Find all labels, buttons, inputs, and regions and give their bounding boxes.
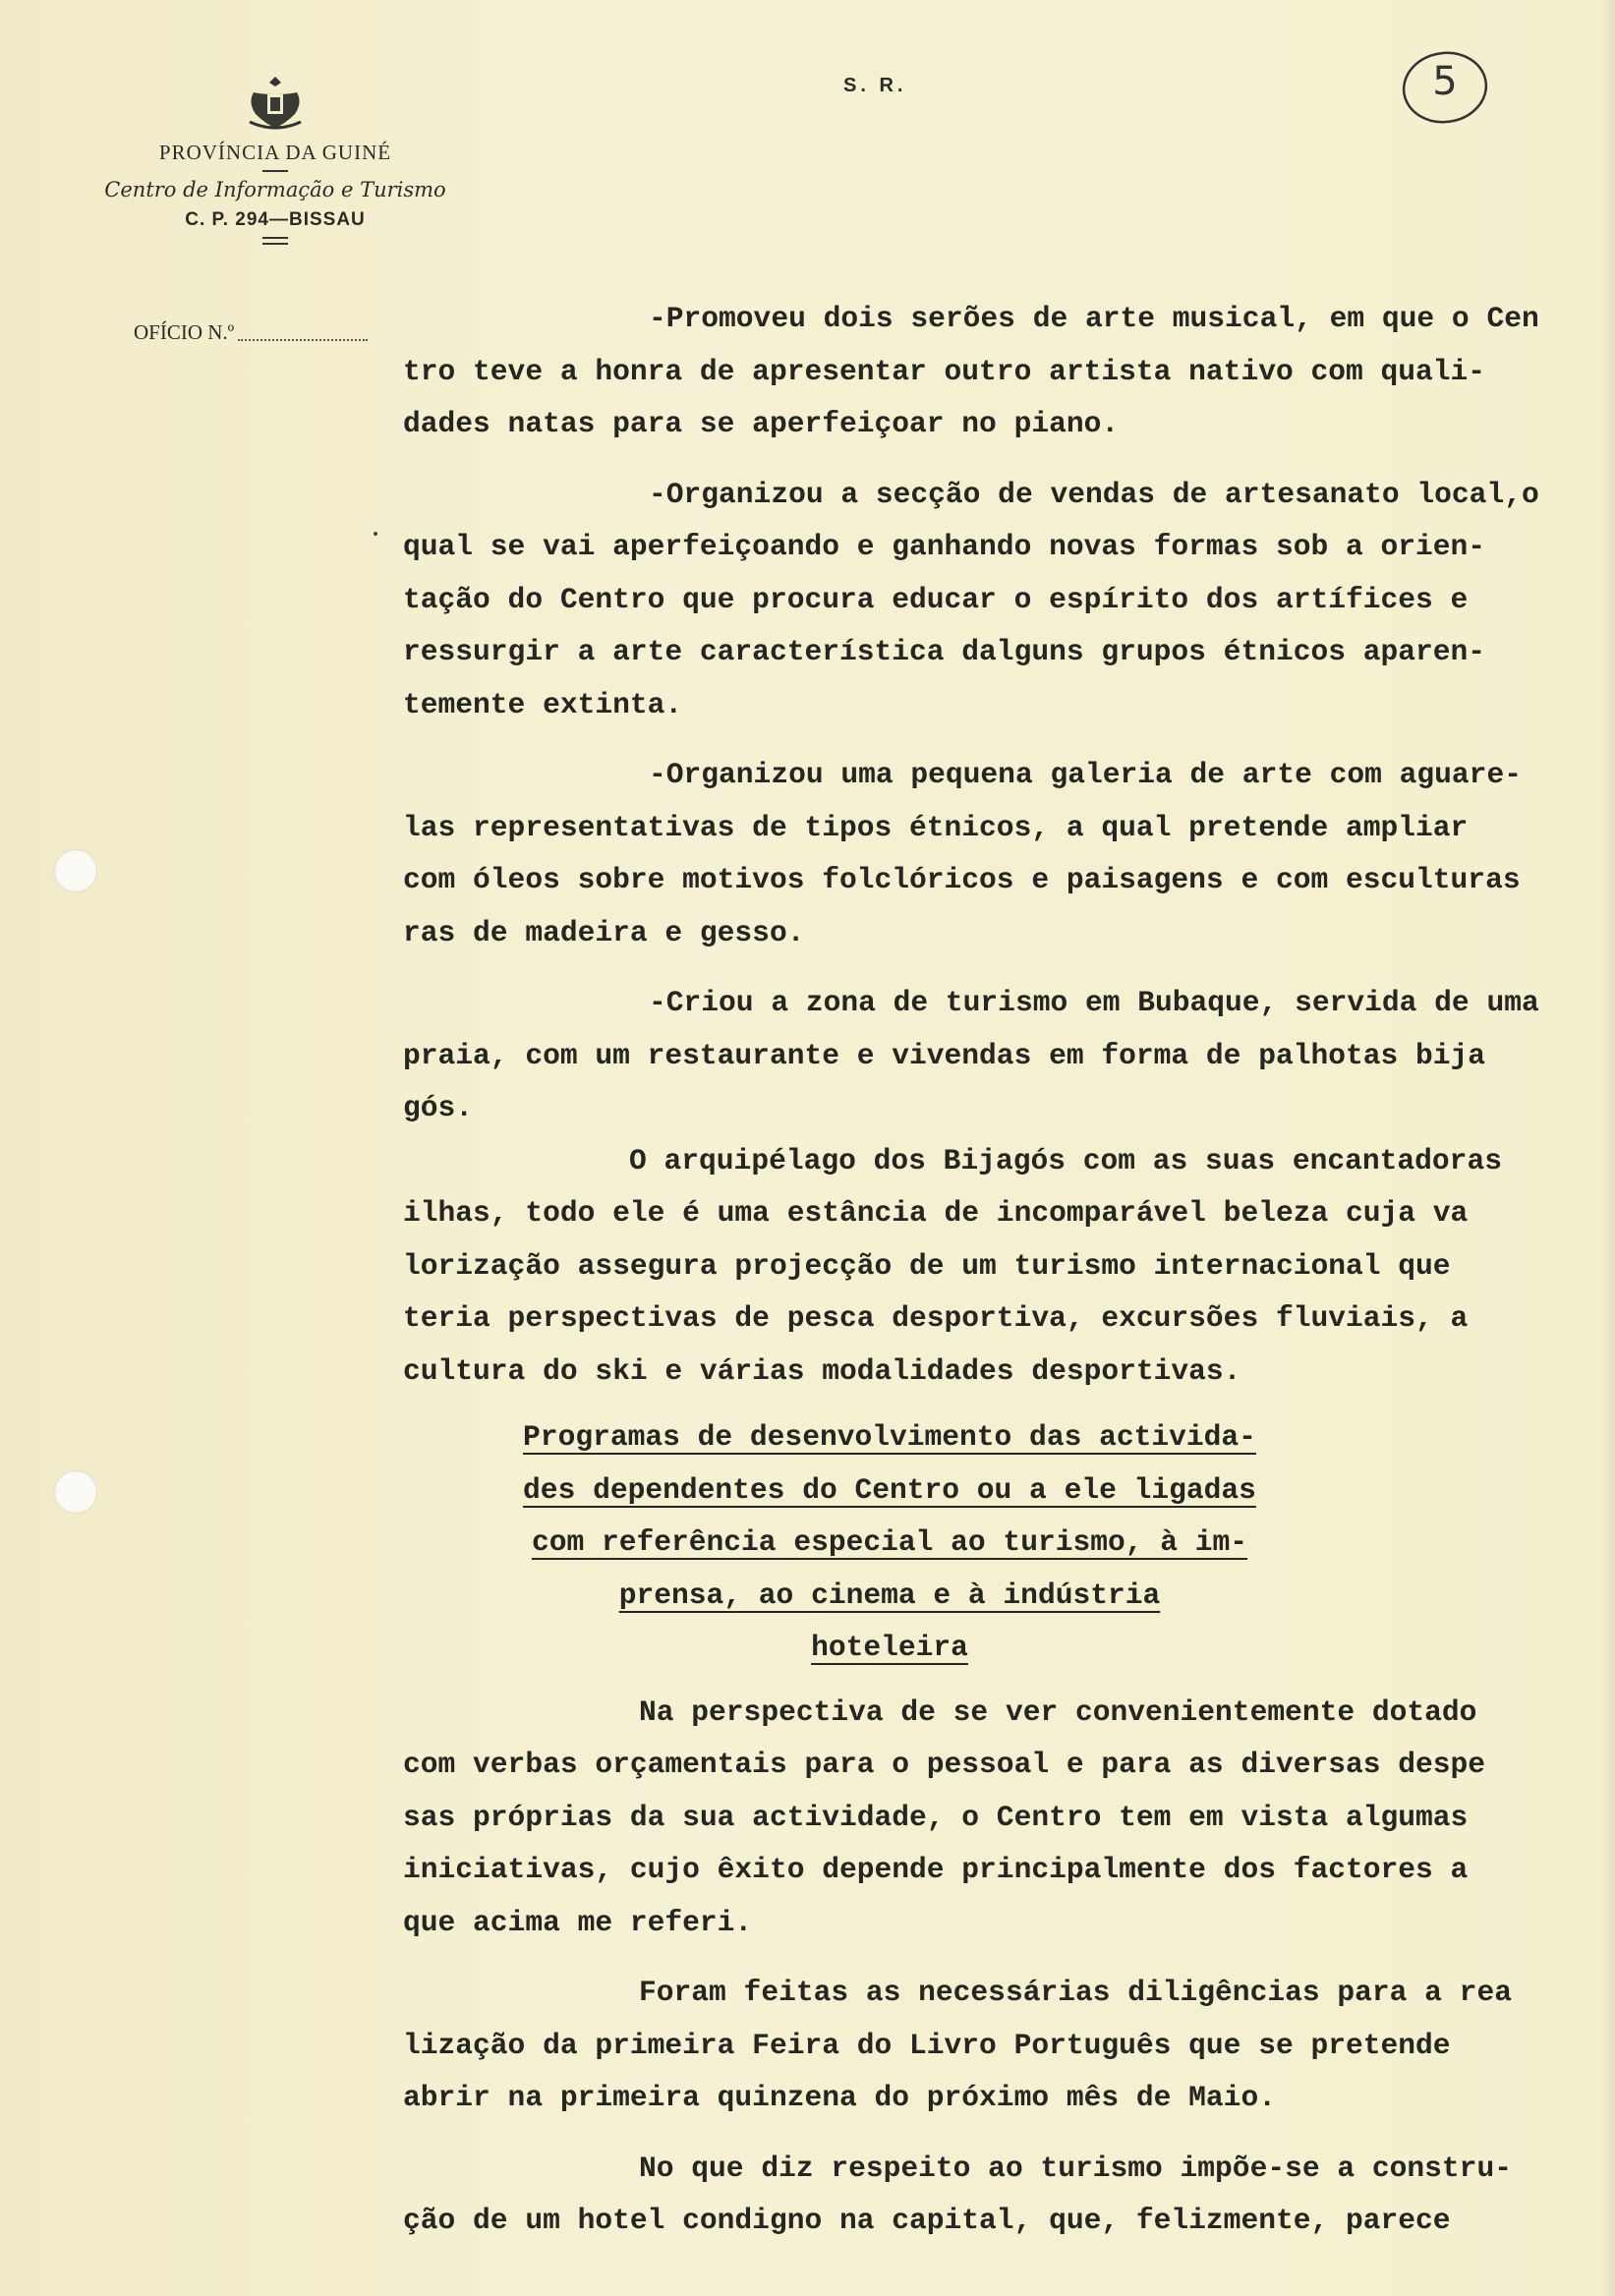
- postal-address: C. P. 294—BISSAU: [185, 209, 366, 230]
- punch-hole-top: [54, 849, 97, 892]
- oficio-field: [134, 320, 368, 345]
- punch-hole-bottom: [54, 1470, 97, 1514]
- oficio-blank: [238, 339, 368, 341]
- paragraph-book-fair: Foram feitas as necessárias diligências para a rea lização da primeira Feira do Livro Português que se pretende abrir na primeira quinzena do próximo mês de Maio.: [403, 1976, 1512, 2114]
- double-divider: [262, 237, 288, 245]
- letter-body: [403, 293, 1597, 2248]
- letterhead: [79, 75, 472, 245]
- paragraph-bubaque: -Criou a zona de turismo em Bubaque, servida de uma praia, com um restaurante e vivendas em forma de palhotas bija gós.: [403, 986, 1539, 1124]
- section-heading: Programas de desenvolvimento das activida- des dependentes do Centro ou a ele ligadas com referência especial ao turismo, à im- prensa, ao cinema e à indústria hoteleira: [523, 1420, 1256, 1664]
- paragraph-hotel: No que diz respeito ao turismo impõe-se a constru- ção de um hotel condigno na capital, que, felizmente, parece: [403, 2151, 1512, 2237]
- divider: [262, 170, 288, 172]
- margin-mark: [374, 532, 377, 536]
- province-name: PROVÍNCIA DA GUINÉ: [158, 141, 392, 164]
- paragraph-bijagos: O arquipélago dos Bijagós com as suas encantadoras ilhas, todo ele é uma estância de incomparável beleza cuja va lorização assegura projecção de um turismo internacional que teria perspectivas de pesca desportiva, excursões fluviais, a cultura do ski e várias modalidades desportivas.: [403, 1143, 1502, 1388]
- page-number: 5: [1432, 59, 1458, 104]
- paragraph-concerts: -Promoveu dois serões de arte musical, em que o Cen tro teve a honra de apresentar outro artista nativo com quali- dades natas para se aperfeiçoar no piano.: [403, 302, 1539, 440]
- classification-mark: S. R.: [843, 75, 907, 96]
- handwritten-page-number: [1400, 47, 1490, 128]
- page-edge-shadow: [1601, 0, 1615, 2296]
- oficio-label: OFÍCIO N.º: [134, 320, 235, 344]
- paragraph-budget: Na perspectiva de se ver convenientemente dotado com verbas orçamentais para o pessoal e para as diversas despe sas próprias da sua actividade, o Centro tem em vista algumas iniciativas, cujo êxito depende principalmente dos factores a que acima me referi.: [403, 1694, 1486, 1939]
- paragraph-gallery: -Organizou uma pequena galeria de arte com aguare- las representativas de tipos étnicos, a qual pretende ampliar com óleos sobre motivos folclóricos e paisagens e com esculturas ras de madeira e gesso.: [403, 758, 1522, 949]
- coat-of-arms-icon: [246, 75, 305, 132]
- paragraph-crafts: -Organizou a secção de vendas de artesanato local,o qual se vai aperfeiçoando e ganhando novas formas sob a orien- tação do Centro que procura educar o espírito dos artífices e ressurgir a arte característica dalguns grupos étnicos aparen- temente extinta.: [403, 477, 1539, 721]
- centre-name: Centro de Informação e Turismo: [104, 178, 446, 201]
